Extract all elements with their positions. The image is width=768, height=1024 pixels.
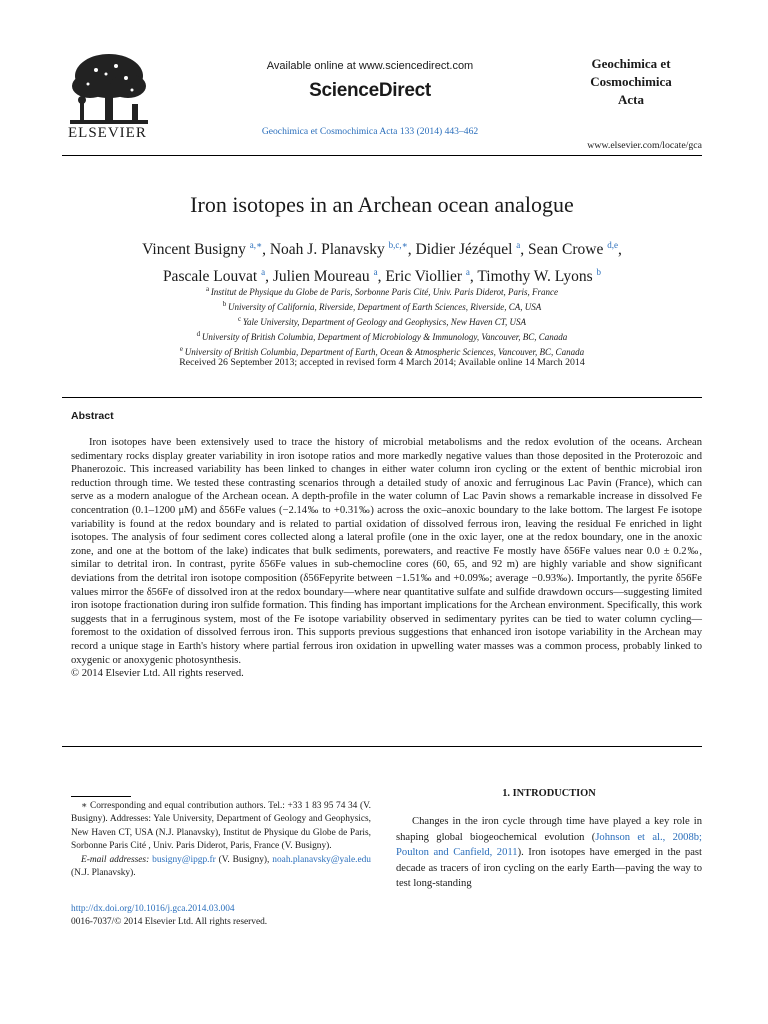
author-affiliation-mark[interactable]: a bbox=[373, 267, 378, 278]
affiliation-text: University of California, Riverside, Department of Earth Sciences, Riverside, CA, USA bbox=[228, 302, 542, 312]
journal-title-block bbox=[566, 55, 696, 109]
author-affiliation-mark[interactable]: a bbox=[261, 267, 266, 278]
affiliation-line bbox=[62, 313, 702, 328]
author-name: Pascale Louvat bbox=[162, 268, 262, 286]
author-affiliation-mark[interactable]: a bbox=[516, 240, 521, 250]
footnote-rule bbox=[71, 796, 131, 797]
footnotes bbox=[71, 800, 371, 880]
affiliation-mark: b bbox=[222, 300, 229, 308]
affiliation-mark: e bbox=[179, 345, 185, 353]
author-affiliation-mark[interactable]: b bbox=[596, 267, 602, 278]
journal-title-line: Acta bbox=[618, 92, 644, 107]
elsevier-tree-logo bbox=[66, 50, 152, 136]
author-list: Vincent Busigny $^{a,∗}$, Noah J. Planavsky $^{b,c,∗}$, Didier Jézéquel $^a$, Sean Crowe $^{d,e}$, Pascale Louvat $^a$, Julien Moureau $^a$, Eric Viollier $^a$, Timothy W. Lyons $^b$ bbox=[142, 240, 622, 286]
email-owner-planavsky: (N.J. Planavsky). bbox=[71, 868, 136, 879]
issn-copyright: 0016-7037/© 2014 Elsevier Ltd. All rights reserved. bbox=[71, 917, 268, 927]
intro-text-before: Changes in the iron cycle through time have played a key role in shaping global biogeochemical evolution ( bbox=[396, 816, 702, 843]
author-name: Julien Moureau bbox=[272, 268, 374, 286]
author-name: Sean Crowe bbox=[528, 241, 608, 259]
journal-url[interactable]: www.elsevier.com/locate/gca bbox=[587, 140, 702, 151]
author-name: Didier Jézéquel bbox=[415, 241, 517, 259]
corresponding-author-note: ∗ Corresponding and equal contribution authors. Tel.: +33 1 83 95 74 34 (V. Busigny). Addresses: Yale University, Department of Geology and Geophysics, New Haven CT, USA (N.J. Planavsky), Institut de Physique du Globe de Paris, Sorbonne Paris Cité , Univ. Paris Diderot, Paris, France (V. Busigny). bbox=[71, 801, 371, 852]
abstract-top-rule bbox=[62, 397, 702, 398]
affiliation-mark: a bbox=[205, 285, 211, 293]
affiliation-line bbox=[62, 328, 702, 343]
author-affiliation-mark[interactable]: a bbox=[465, 267, 470, 278]
author-name: Vincent Busigny bbox=[142, 241, 250, 259]
author-name: Eric Viollier bbox=[385, 268, 466, 286]
abstract-bottom-rule bbox=[62, 746, 702, 747]
intro-citation-link[interactable]: Johnson et al., 2008b; Poulton and Canfield, 2011 bbox=[396, 831, 702, 859]
publisher-name: ELSEVIER bbox=[68, 125, 147, 141]
available-online-text: Available online at www.sciencedirect.com bbox=[266, 60, 474, 72]
journal-title-line: Geochimica et bbox=[591, 56, 671, 71]
affiliation-text: University of British Columbia, Department of Microbiology & Immunology, Vancouver, BC, Canada bbox=[201, 332, 568, 342]
affiliation-mark: c bbox=[237, 315, 243, 323]
author-affiliation-mark[interactable]: d,e bbox=[607, 240, 618, 250]
abstract-body bbox=[71, 436, 702, 681]
email-owner-busigny: (V. Busigny), bbox=[215, 854, 273, 865]
intro-text-after: ). Iron isotopes have emerged in the past decade as tracers of iron cycling on the early Earth—paving the way to test long-standing bbox=[396, 847, 702, 890]
author-name: Noah J. Planavsky bbox=[269, 241, 389, 259]
email-link-busigny[interactable]: busigny@ipgp.fr bbox=[152, 854, 216, 865]
email-note bbox=[71, 854, 371, 881]
received-dates: Received 26 September 2013; accepted in revised form 4 March 2014; Available online 14 March 2014 bbox=[179, 357, 585, 368]
doi-link[interactable]: http://dx.doi.org/10.1016/j.gca.2014.03.004 bbox=[71, 904, 235, 914]
affiliation-text: Yale University, Department of Geology and Geophysics, New Haven CT, USA bbox=[242, 317, 527, 327]
author-name: Timothy W. Lyons bbox=[477, 268, 597, 286]
affiliation-text: Institut de Physique du Globe de Paris, Sorbonne Paris Cité, Univ. Paris Diderot, Paris, France bbox=[210, 287, 559, 297]
affiliation-line bbox=[62, 343, 702, 358]
affiliation-line bbox=[62, 298, 702, 313]
journal-title-line: Cosmochimica bbox=[590, 74, 672, 89]
copyright-line: © 2014 Elsevier Ltd. All rights reserved. bbox=[71, 668, 244, 680]
email-label: E-mail addresses: bbox=[81, 854, 150, 865]
abstract-heading: Abstract bbox=[71, 410, 114, 422]
journal-citation-link[interactable]: Geochimica et Cosmochimica Acta 133 (2014) 443–462 bbox=[261, 126, 479, 137]
introduction-heading: 1. INTRODUCTION bbox=[502, 788, 596, 799]
abstract-text: Iron isotopes have been extensively used to trace the history of microbial metabolisms and the redox evolution of the oceans. Archean sedimentary rocks display greater variability in iron isotope ratios and more markedly negative values than those deposited in the Proterozoic and Phanerozoic. This increased variability has been linked to changes in either water column iron cycling or the extent of benthic microbial iron reduction through time. We tested these contrasting scenarios through a detailed study of anoxic and ferruginous Lac Pavin (France), which can serve as a modern analogue of the Archean ocean. A depth-profile in the water column of Lac Pavin shows a remarkable increase in dissolved Fe concentration (0.1–1200 μM) and δ56Fe values (−2.14‰ to +0.31‰) across the oxic–anoxic boundary to the lake bottom. The largest Fe isotope variability is found at the redox boundary and is related to partial oxidation of dissolved ferrous iron, leaving the residual Fe enriched in light isotopes. The analysis of four sediment cores collected along a lateral profile (one in the oxic layer, one at the redox boundary, one in the anoxic zone, and one at the bottom of the lake) indicates that bulk sediments, porewaters, and reactive Fe mostly have δ56Fe values near 0.0 ± 0.2‰, similar to detrital iron. In contrast, pyrite δ56Fe values in sub-chemocline cores (60, 65, and 92 m) are highly variable and show significant deviations from the detrital iron isotope composition (δ56Fepyrite between −1.51‰ and +0.09‰; average −0.93‰). Importantly, the pyrite δ56Fe values mirror the δ56Fe of dissolved iron at the redox boundary—where near quantitative sulfate and sulfide drawdown occurs—suggesting limited iron isotope fractionation during iron sulfide formation. This finding has important implications for the Archean environment. Specifically, this work suggests that in a ferruginous system, most of the Fe isotope variability observed in sedimentary pyrites can be tied to water column cycling—foremost to the oxidation of dissolved ferrous iron. This supports previous suggestions that enhanced iron isotope variability in the Archean may record a unique stage in Earth's history where partial ferrous iron oxidation in upwelling water masses was a common process, probably linked to oxygenic or anoxygenic photosynthesis. bbox=[71, 437, 702, 666]
introduction-body bbox=[396, 814, 702, 892]
author-affiliation-mark[interactable]: a,∗ bbox=[249, 240, 263, 250]
sciencedirect-logo[interactable]: ScienceDirect bbox=[309, 80, 431, 101]
affiliation-line bbox=[62, 283, 702, 298]
affiliation-mark: d bbox=[196, 330, 202, 338]
email-link-planavsky[interactable]: noah.planavsky@yale.edu bbox=[272, 854, 371, 865]
affiliation-text: University of British Columbia, Department of Earth, Ocean & Atmospheric Sciences, Vancouver, BC, Canada bbox=[184, 347, 585, 357]
author-affiliation-mark[interactable]: b,c,∗ bbox=[388, 240, 408, 250]
article-title: Iron isotopes in an Archean ocean analogue bbox=[190, 192, 574, 217]
header-divider bbox=[62, 155, 702, 156]
affiliation-list bbox=[62, 283, 702, 358]
